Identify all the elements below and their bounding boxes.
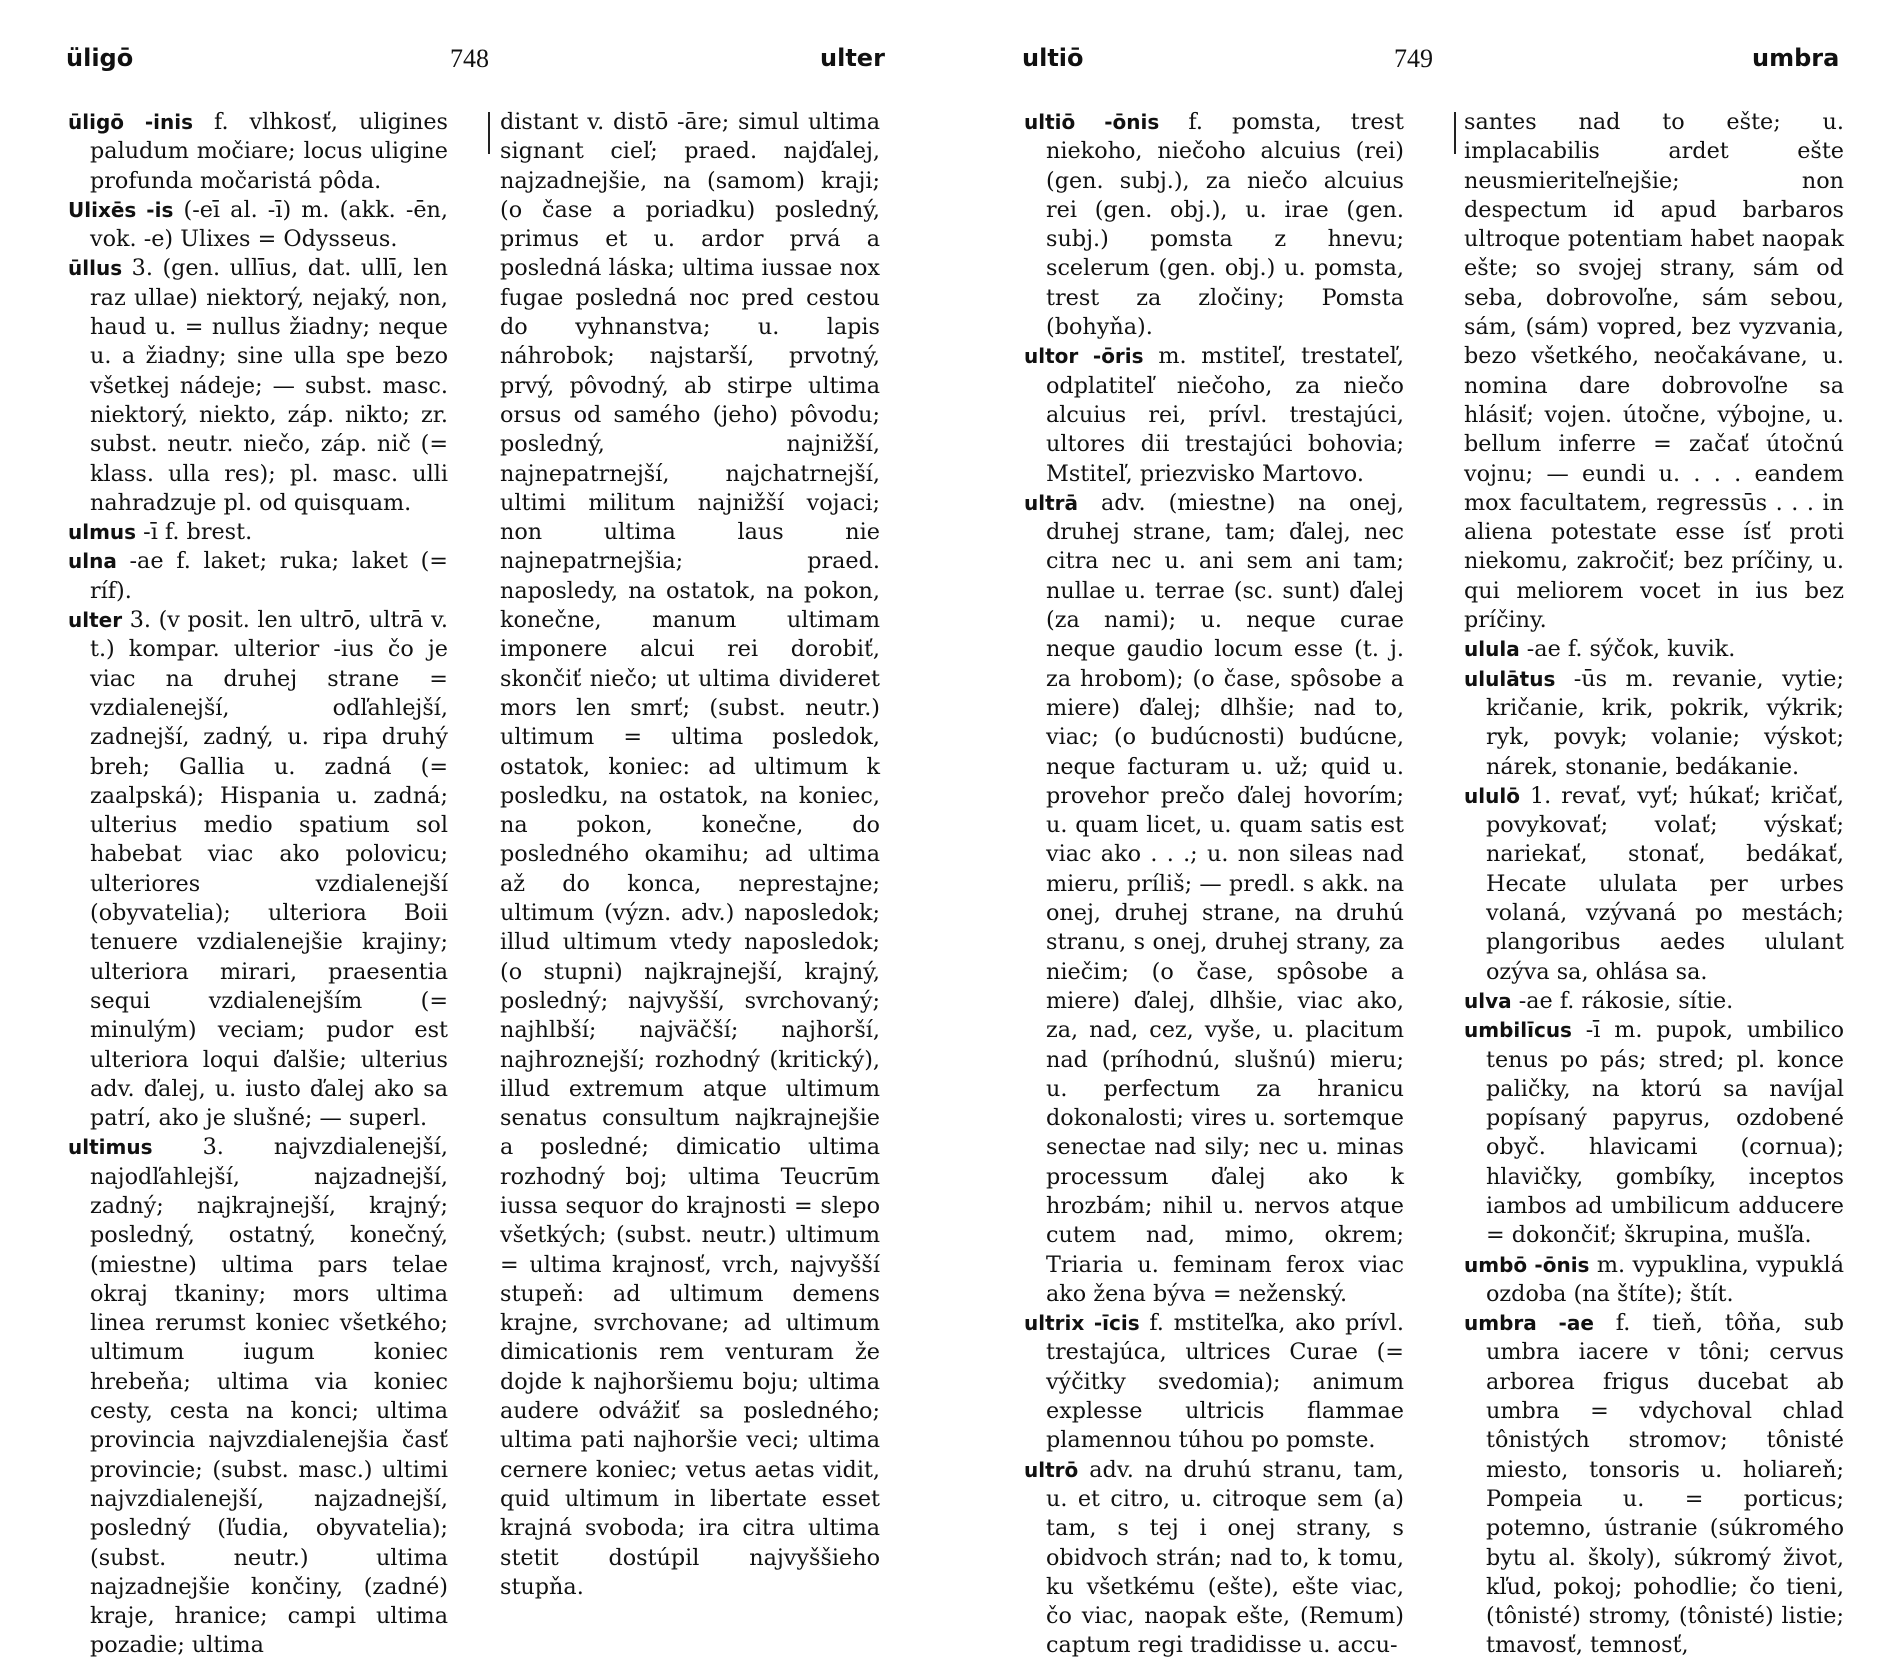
entry-text: santes nad to ešte; u. implacabilis ardet ešte neusmieriteľnejšie; non despectum id apud barbaros ultroque potentiam habet naopak ešte; so svojej strany, sám od seba, dobrovoľne, sám sebou, sám, (sám) vopred, bez vyzvania, bezo všetkého, neočakávane, u. nomina dare dobrovoľne sa hlásiť; vojen. útočne, výbojne, u. bellum inferre = začať útočnú vojnu; — eundi u. . . . eandem mox facultatem, regressūs . . . in aliena potestate esse ísť proti niekomu, zakročiť; bez príčiny, u. qui meliorem vocet in ius bez príčiny. xyxy=(1464,109,1844,634)
dictionary-entry xyxy=(1464,1016,1844,1250)
entry-text: (-eī al. -ī) m. (akk. -ēn, vok. -e) Ulixes = Odysseus. xyxy=(90,196,449,253)
entry-headword: ultor -ōris xyxy=(1024,344,1144,369)
entry-headword: ūllus xyxy=(68,256,123,281)
entry-text: 3. (gen. ullīus, dat. ullī, len raz ullae) niektorý, nejaký, non, haud u. = nullus žiadny; neque u. a žiadny; sine ulla spe bezo všetkej nádeje; — subst. masc. niektorý, niekto, záp. nikto; zr. subst. neutr. niečo, záp. nič (= klass. ulla res); pl. masc. ulli nahradzuje pl. od quisquam. xyxy=(90,255,448,516)
entry-text: 1. revať, vyť; húkať; kričať, povykovať; volať; výskať; nariekať, stonať, bedákať, Hecate ululata per urbes volaná, vzývaná po mestách; plangoribus aedes ululant ozýva sa, ohlása sa. xyxy=(1486,782,1844,985)
column xyxy=(500,108,880,1600)
left-page xyxy=(0,0,944,1659)
entry-text: f. vlhkosť, uligines paludum močiare; locus uligine profunda močaristá pôda. xyxy=(90,109,448,194)
dictionary-entry xyxy=(1024,1309,1404,1455)
dictionary-entry xyxy=(68,254,448,518)
running-head-left: ultiō xyxy=(1022,44,1084,72)
column xyxy=(1464,108,1844,1659)
dictionary-entry xyxy=(1464,665,1844,782)
page-number: 748 xyxy=(450,44,489,73)
dictionary-entry xyxy=(68,547,448,606)
entry-headword: Ulixēs -is xyxy=(68,197,174,222)
dictionary-entry xyxy=(1464,108,1844,635)
dictionary-entry xyxy=(68,606,448,1133)
entry-headword: ultrix -īcis xyxy=(1024,1311,1140,1336)
dictionary-entry xyxy=(68,196,448,255)
entry-headword: ultrā xyxy=(1024,490,1079,515)
entry-headword: ulter xyxy=(68,608,123,633)
dictionary-entry xyxy=(1024,489,1404,1309)
entry-headword: ulmus xyxy=(68,520,137,545)
dictionary-entry xyxy=(1464,987,1844,1016)
entry-headword: ululātus xyxy=(1464,666,1556,691)
entry-headword: ulula xyxy=(1464,637,1520,662)
running-head-right: ulter xyxy=(820,44,885,72)
entry-text: -ūs m. revanie, vytie; kričanie, krik, pokrik, výkrik; ryk, povyk; volanie; výskot; nárek, stonanie, bedákanie. xyxy=(1486,665,1844,780)
column xyxy=(1024,108,1404,1659)
running-head-left: üligō xyxy=(66,44,134,72)
dictionary-entry xyxy=(1464,635,1844,664)
entry-text: adv. (miestne) na onej, druhej strane, tam; ďalej, nec citra nec u. ani sem ani tam; nullae u. terrae (sc. sunt) ďalej (za nami); u. neque curae neque gaudio locum esse (t. j. za hrobom); (o čase, spôsobe a miere) ďalej; dlhšie; nad to, viac; (o budúcnosti) budúcne, neque facturam u. už; quid u. provehor prečo ďalej hovorím; u. quam licet, u. quam satis est viac ako . . .; u. non sileas nad mieru, príliš; — predl. s akk. na onej, druhej strane, na druhú stranu, s onej, druhej strany, za niečim; (o čase, spôsobe a miere) ďalej, dlhšie, viac ako, za, nad, cez, vyše, u. placitum nad (príhodnú, slušnú) mieru; u. perfectum za hranicu dokonalosti; vires u. sortemque senectae nad sily; nec u. minas processum ďalej ako k hrozbám; nihil u. nervos atque cutem nad, mimo, okrem; Triaria u. feminam ferox viac ako žena býva = neženský. xyxy=(1046,489,1404,1307)
entry-text: m. vypuklina, vypuklá ozdoba (na štíte); štít. xyxy=(1486,1251,1844,1307)
entry-headword: ultiō -ōnis xyxy=(1024,110,1160,134)
entry-text: 3. najvzdialenejší, najodľahlejší, najzadnejší, zadný; najkrajnejší, krajný; posledný, ostatný, konečný, (miestne) ultima pars telae okraj tkaniny; mors ultima linea rerumst koniec všetkého; ultimum iugum koniec hrebeňa; ultima via koniec cesty, cesta na konci; ultima provincia najvzdialenejšia časť provincie; (subst. masc.) ultimi najvzdialenejší, najzadnejší, posledný (ľudia, obyvatelia); (subst. neutr.) ultima najzadnejšie končiny, (zadné) kraje, hranice; campi ultima pozadie; ultima xyxy=(90,1134,448,1659)
entry-text: f. mstiteľka, ako prívl. trestajúca, ultrices Curae (= výčitky svedomia); animum explesse ultricis flammae plamennou túhou po pomste. xyxy=(1046,1310,1404,1454)
entry-headword: ultrō xyxy=(1024,1457,1079,1482)
dictionary-entry xyxy=(1464,1309,1844,1661)
right-page xyxy=(944,0,1888,1659)
dictionary-entry xyxy=(1024,342,1404,488)
entry-text: m. mstiteľ, trestateľ, odplatiteľ niečoho, za niečo alcuius rei, prívl. trestajúci, ultores dii trestajúci bohovia; Mstiteľ, priezvisko Martovo. xyxy=(1046,343,1404,487)
entry-headword: ulva xyxy=(1464,988,1512,1013)
entry-headword: ultimus xyxy=(68,1135,153,1160)
dictionary-entry xyxy=(1024,1456,1404,1661)
entry-text: -ae f. sýčok, kuvik. xyxy=(1519,636,1736,663)
dictionary-entry xyxy=(1464,1251,1844,1310)
running-head-right: umbra xyxy=(1752,44,1840,72)
column-rule xyxy=(488,112,490,154)
entry-text: -ae f. laket; ruka; laket (= ríf). xyxy=(90,548,448,604)
entry-headword: umbilīcus xyxy=(1464,1018,1572,1043)
column xyxy=(68,108,449,1659)
entry-text: f. tieň, tôňa, sub umbra iacere v tôni; cervus arborea frigus ducebat ab umbra = vdychoval chlad tônistých stromov; tônisté miesto, tonsoris u. holiareň; Pompeia u. = porticus; potemno, ústranie (súkromého bytu al. školy), súkromý život, kľud, pokoj; pohodlie; čo tieni, (tônisté) stromy, (tônisté) listie; tmavosť, temnosť, xyxy=(1486,1310,1844,1659)
entry-headword: ululō xyxy=(1464,783,1520,808)
entry-text: adv. na druhú stranu, tam, u. et citro, u. citroque sem (a) tam, s tej i onej strany, s obidvoch strán; nad to, k tomu, ku všetkému (ešte), ešte viac, čo viac, naopak ešte, (Remum) captum regi tradidisse u. accu- xyxy=(1046,1456,1404,1659)
entry-headword: umbō -ōnis xyxy=(1464,1252,1590,1277)
entry-text: f. pomsta, trest niekoho, niečoho alcuius (rei) (gen. subj.), za niečo alcuius rei (gen. obj.), u. irae (gen. subj.) pomsta z hnevu; scelerum (gen. obj.) u. pomsta, trest za zločiny; Pomsta (bohyňa). xyxy=(1046,109,1404,341)
dictionary-entry xyxy=(500,108,880,1602)
entry-text: -ī f. brest. xyxy=(136,519,253,546)
entry-headword: ūligō -inis xyxy=(68,110,194,134)
entry-text: distant v. distō -āre; simul ultima signant cieľ; praed. najďalej, najzadnejšie, na (samom) kraji; (o čase a poriadku) posledný, primus et u. ardor prvá a posledná láska; ultima iussae nox fugae posledná noc pred cestou do vyhnanstva; u. lapis náhrobok; najstarší, prvotný, prvý, pôvodný, ab stirpe ultima orsus od samého (jeho) pôvodu; posledný, najnižší, najnepatrnejší, najchatrnejší, ultimi militum najnižší vojaci; non ultima laus nie najnepatrnejšia; praed. naposledy, na ostatok, na pokon, konečne, manum ultimam imponere alcui rei dorobiť, skončiť niečo; ut ultima divideret mors len smrť; (subst. neutr.) ultimum = ultima posledok, ostatok, koniec: ad ultimum k posledku, na ostatok, na koniec, na pokon, konečne, do posledného okamihu; ad ultima až do konca, neprestajne; ultimum (význ. adv.) naposledok; illud ultimum vtedy naposledok; (o stupni) najkrajnejší, krajný, posledný; najvyšší, svrchovaný; najhlbší; najväčší; najhorší, najhroznejší; rozhodný (kritický), illud extremum atque ultimum senatus consultum najkrajnejšie a posledné; dimicatio ultima rozhodný boj; ultima Teucrūm iussa sequor do krajnosti = slepo všetkých; (subst. neutr.) ultimum = ultima krajnosť, vrch, najvyšší stupeň: ad ultimum demens krajne, svrchovane; ad ultimum dimicationis rem venturam že dojde k najhoršiemu boju; ultima audere odvážiť sa posledného; ultima pati najhoršie veci; ultima cernere koniec; vetus aetas vidit, quid ultimum in libertate esset krajná svoboda; ira citra ultima stetit dostúpil najvyššieho stupňa. xyxy=(500,109,880,1600)
entry-text: 3. (v posit. len ultrō, ultrā v. t.) kompar. ulterior -ius čo je viac na druhej strane = vzdialenejší, odľahlejší, zadnejší, zadný, u. ripa druhý breh; Gallia u. zadná (= zaalpská); Hispania u. zadná; ulterius medio spatium sol habebat viac ako polovicu; ulteriores vzdialenejší (obyvatelia); ulteriora Boii tenuere vzdialenejšie krajiny; ulteriora mirari, praesentia sequi vzdialenejším (= minulým) veciam; pudor est ulteriora loqui ďalšie; ulterius adv. ďalej, u. iusto ďalej ako sa patrí, ako je slušné; — superl. xyxy=(90,607,448,1132)
column-rule xyxy=(1454,112,1456,154)
entry-text: -ae f. rákosie, sítie. xyxy=(1511,987,1734,1014)
entry-text: -ī m. pupok, umbilico tenus po pás; stred; pl. konce paličky, na ktorú sa navíjal popísaný papyrus, ozdobené obyč. hlavicami (cornua); hlavičky, gombíky, inceptos iambos ad umbilicum adducere = dokončiť; škrupina, mušľa. xyxy=(1486,1017,1844,1249)
dictionary-entry xyxy=(1464,782,1844,987)
entry-headword: ulna xyxy=(68,549,117,574)
page-number: 749 xyxy=(1394,44,1433,73)
dictionary-entry xyxy=(68,518,448,547)
dictionary-entry xyxy=(68,108,448,196)
dictionary-entry xyxy=(68,1133,448,1660)
entry-headword: umbra -ae xyxy=(1464,1311,1594,1336)
dictionary-entry xyxy=(1024,108,1404,342)
